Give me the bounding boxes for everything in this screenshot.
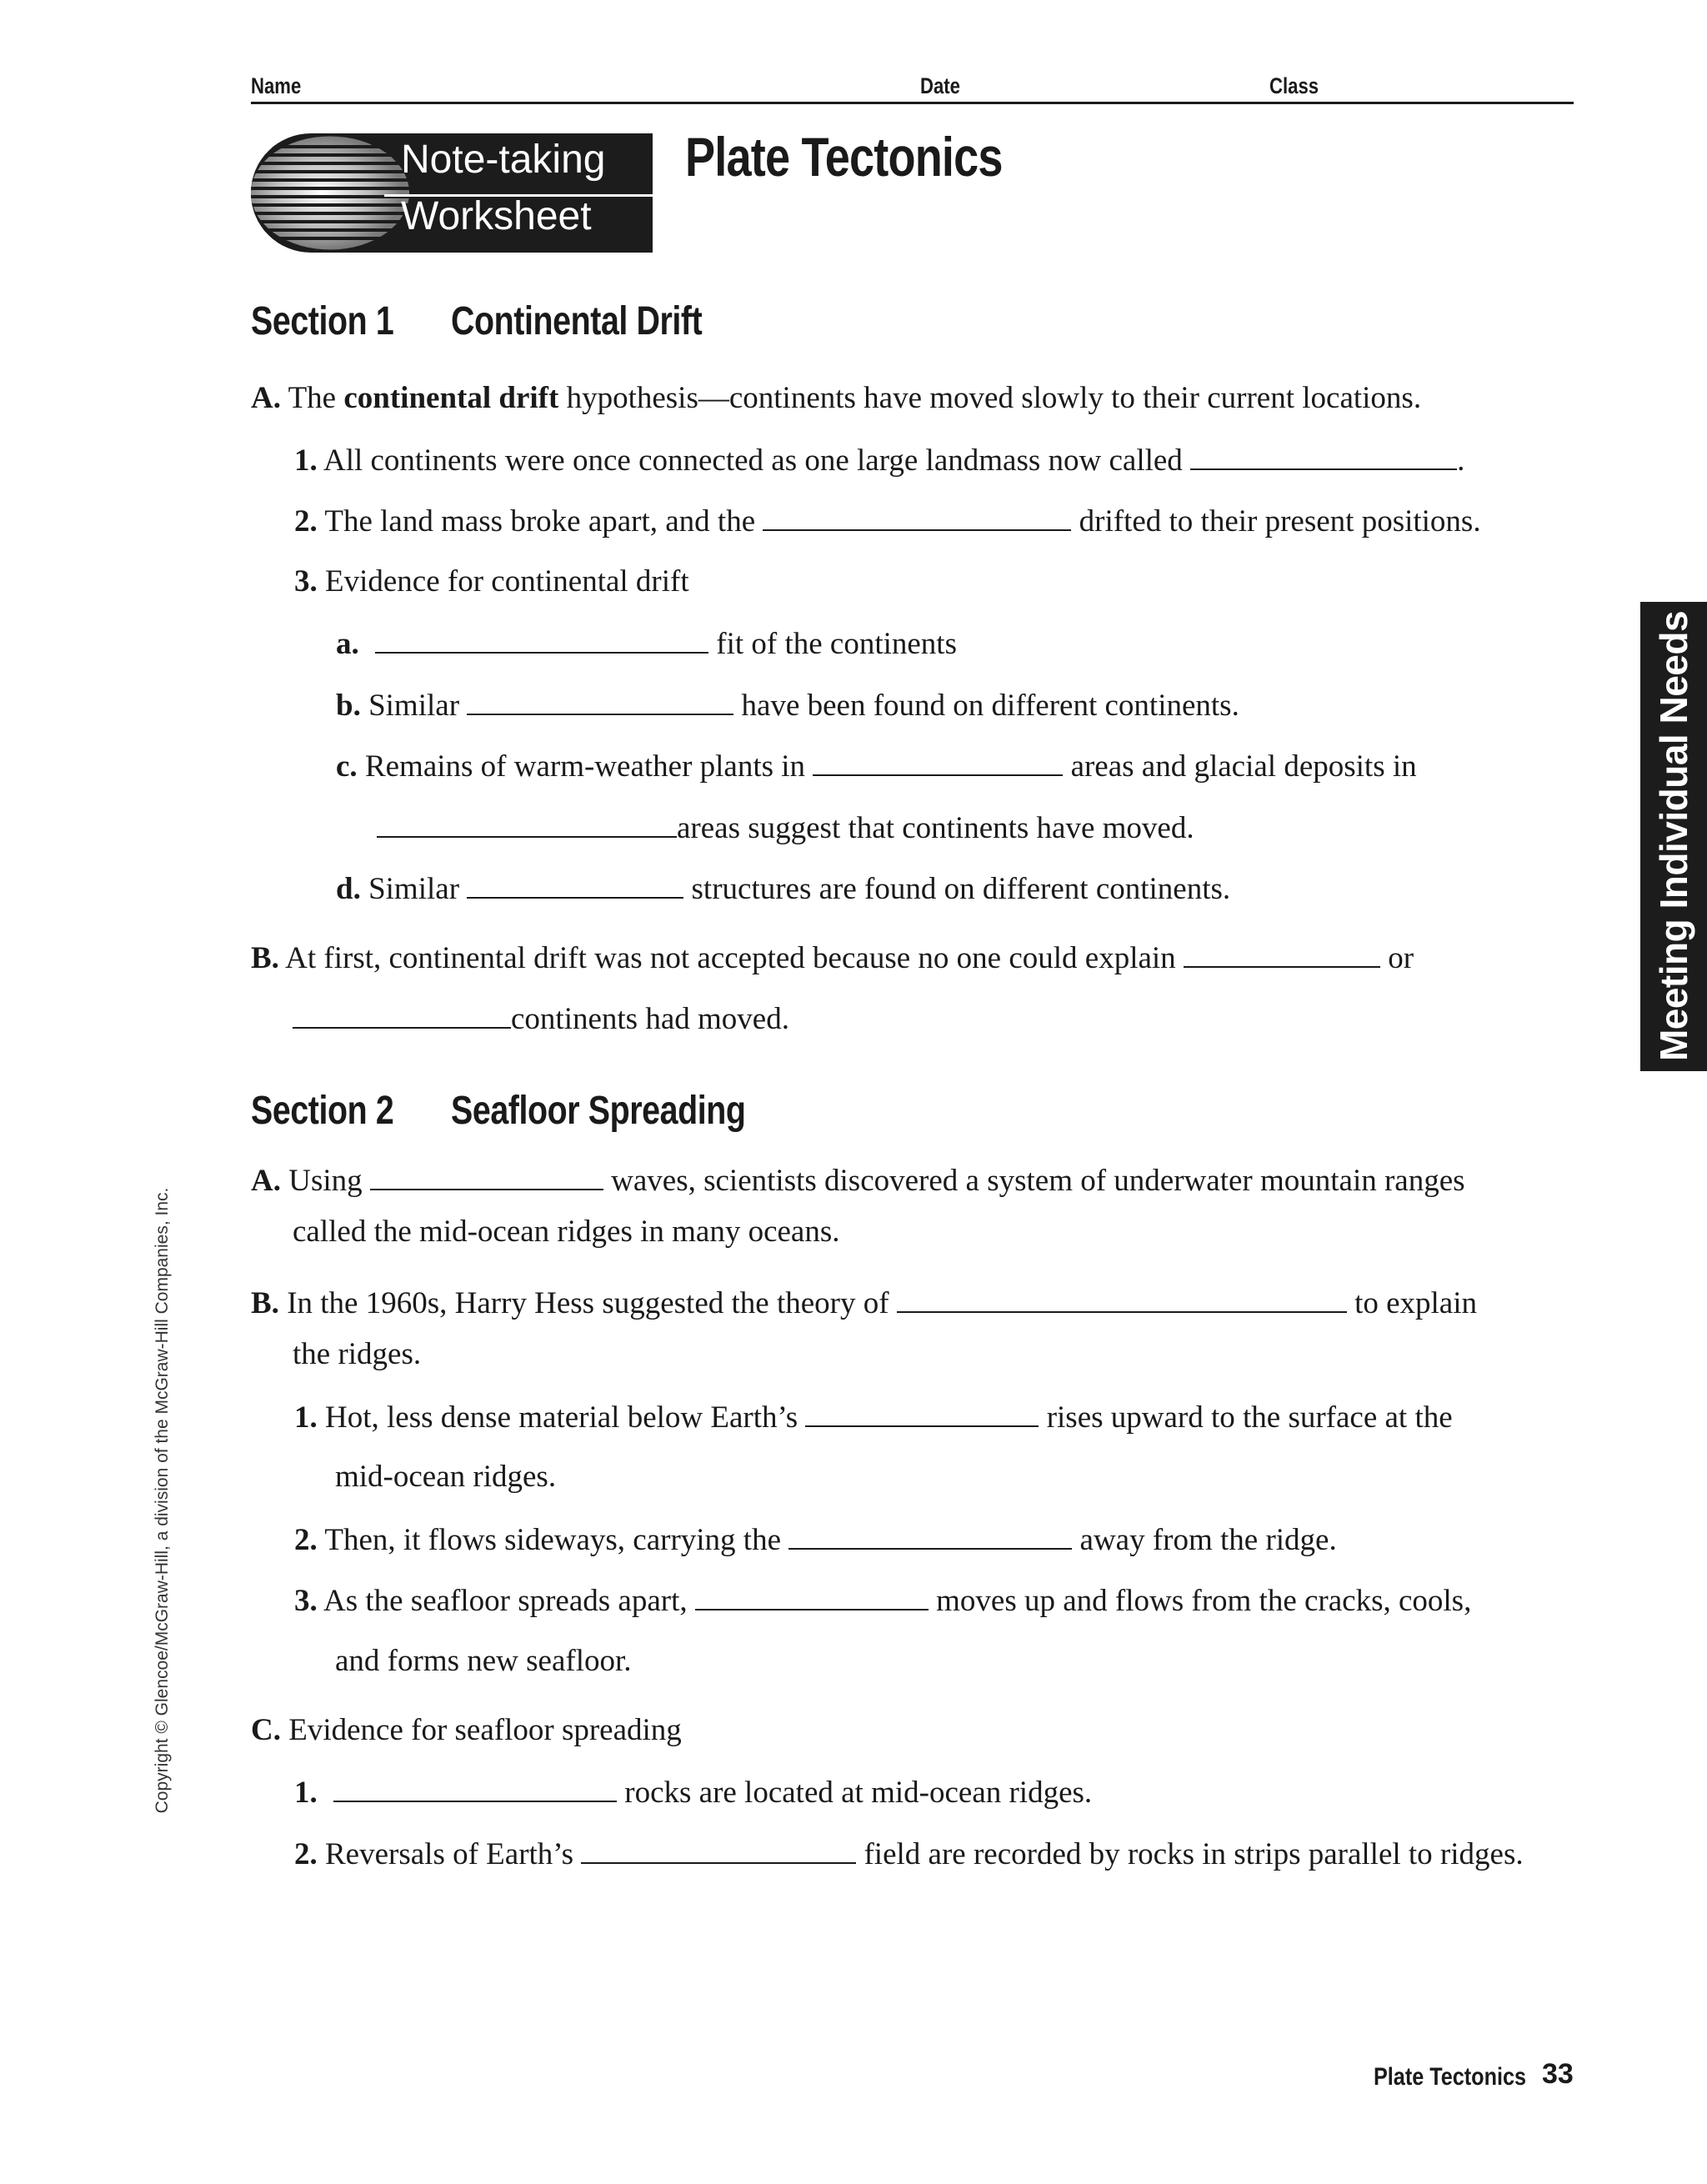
s1-item-c-cont: areas suggest that continents have moved. [377, 811, 1194, 844]
blank-field[interactable] [813, 749, 1063, 776]
s1-item-A3: 3. Evidence for continental drift [294, 564, 689, 599]
note-taking-worksheet-badge [251, 133, 653, 253]
blank-field[interactable] [805, 1400, 1039, 1427]
copyright-notice: Copyright © Glencoe/McGraw-Hill, a division of the McGraw-Hill Companies, Inc. [153, 1187, 172, 1814]
s1-item-A: A. The continental drift hypothesis—continents have moved slowly to their current locations. [251, 381, 1422, 415]
blank-field[interactable] [763, 504, 1071, 531]
blank-field[interactable] [370, 1164, 603, 1190]
blank-field[interactable] [467, 872, 683, 899]
section2-title: Seafloor Spreading [451, 1089, 746, 1133]
blank-field[interactable] [897, 1286, 1347, 1313]
s2-item-B2: 2. Then, it flows sideways, carrying the away from the ridge. [294, 1523, 1337, 1557]
page-number: 33 [1542, 2058, 1574, 2090]
s2-item-C1: 1. rocks are located at mid-ocean ridges. [294, 1776, 1093, 1810]
class-label: Class [1269, 73, 1319, 98]
s2-item-B3: 3. As the seafloor spreads apart, moves up and flows from the cracks, cools, [294, 1584, 1472, 1618]
footer-title: Plate Tectonics [1374, 2063, 1527, 2091]
blank-field[interactable] [788, 1523, 1072, 1550]
section1-title: Continental Drift [451, 299, 703, 343]
s1-item-B: B. At first, continental drift was not accepted because no one could explain or [251, 941, 1414, 975]
side-tab [1640, 602, 1707, 1071]
blank-field[interactable] [377, 811, 677, 838]
s1-item-c: c. Remains of warm-weather plants in areas and glacial deposits in [336, 749, 1417, 784]
blank-field[interactable] [293, 1002, 511, 1029]
s2-item-B1: 1. Hot, less dense material below Earth’s rises upward to the surface at the [294, 1400, 1453, 1435]
blank-field[interactable] [467, 689, 733, 715]
blank-field[interactable] [1190, 443, 1457, 470]
section2-number: Section 2 [251, 1089, 394, 1133]
s1-item-B-cont: continents had moved. [293, 1002, 789, 1034]
s2-item-B: B. In the 1960s, Harry Hess suggested the theory of to explain [251, 1286, 1477, 1320]
header-rule [251, 102, 1574, 104]
side-tab-label: Meeting Individual Needs [1652, 610, 1695, 1062]
s1-item-A1: 1. All continents were once connected as one large landmass now called . [294, 443, 1465, 478]
blank-field[interactable] [695, 1584, 929, 1610]
blank-field[interactable] [581, 1837, 856, 1864]
s2-item-C2: 2. Reversals of Earth’s field are recorded by rocks in strips parallel to ridges. [294, 1837, 1524, 1871]
badge-line1: Note-taking [401, 138, 606, 182]
s1-item-d: d. Similar structures are found on different continents. [336, 872, 1231, 906]
s2-item-B3-cont: and forms new seafloor. [335, 1644, 632, 1678]
s2-item-A-cont: called the mid-ocean ridges in many oceans. [293, 1215, 840, 1249]
blank-field[interactable] [333, 1776, 617, 1802]
s1-item-b: b. Similar have been found on different continents. [336, 689, 1239, 723]
name-label: Name [251, 73, 302, 98]
s1-item-A2: 2. The land mass broke apart, and the drifted to their present positions. [294, 504, 1481, 538]
blank-field[interactable] [375, 627, 708, 654]
s2-item-B-cont: the ridges. [293, 1337, 422, 1371]
blank-field[interactable] [1184, 941, 1380, 968]
s2-item-C: C. Evidence for seafloor spreading [251, 1713, 682, 1747]
s1-item-a: a. fit of the continents [336, 627, 957, 661]
page-title: Plate Tectonics [685, 126, 1003, 188]
s2-item-B1-cont: mid-ocean ridges. [335, 1460, 557, 1494]
date-label: Date [920, 73, 960, 98]
s2-item-A: A. Using waves, scientists discovered a system of underwater mountain ranges [251, 1164, 1465, 1198]
badge-line2: Worksheet [401, 194, 592, 238]
section1-number: Section 1 [251, 299, 394, 343]
